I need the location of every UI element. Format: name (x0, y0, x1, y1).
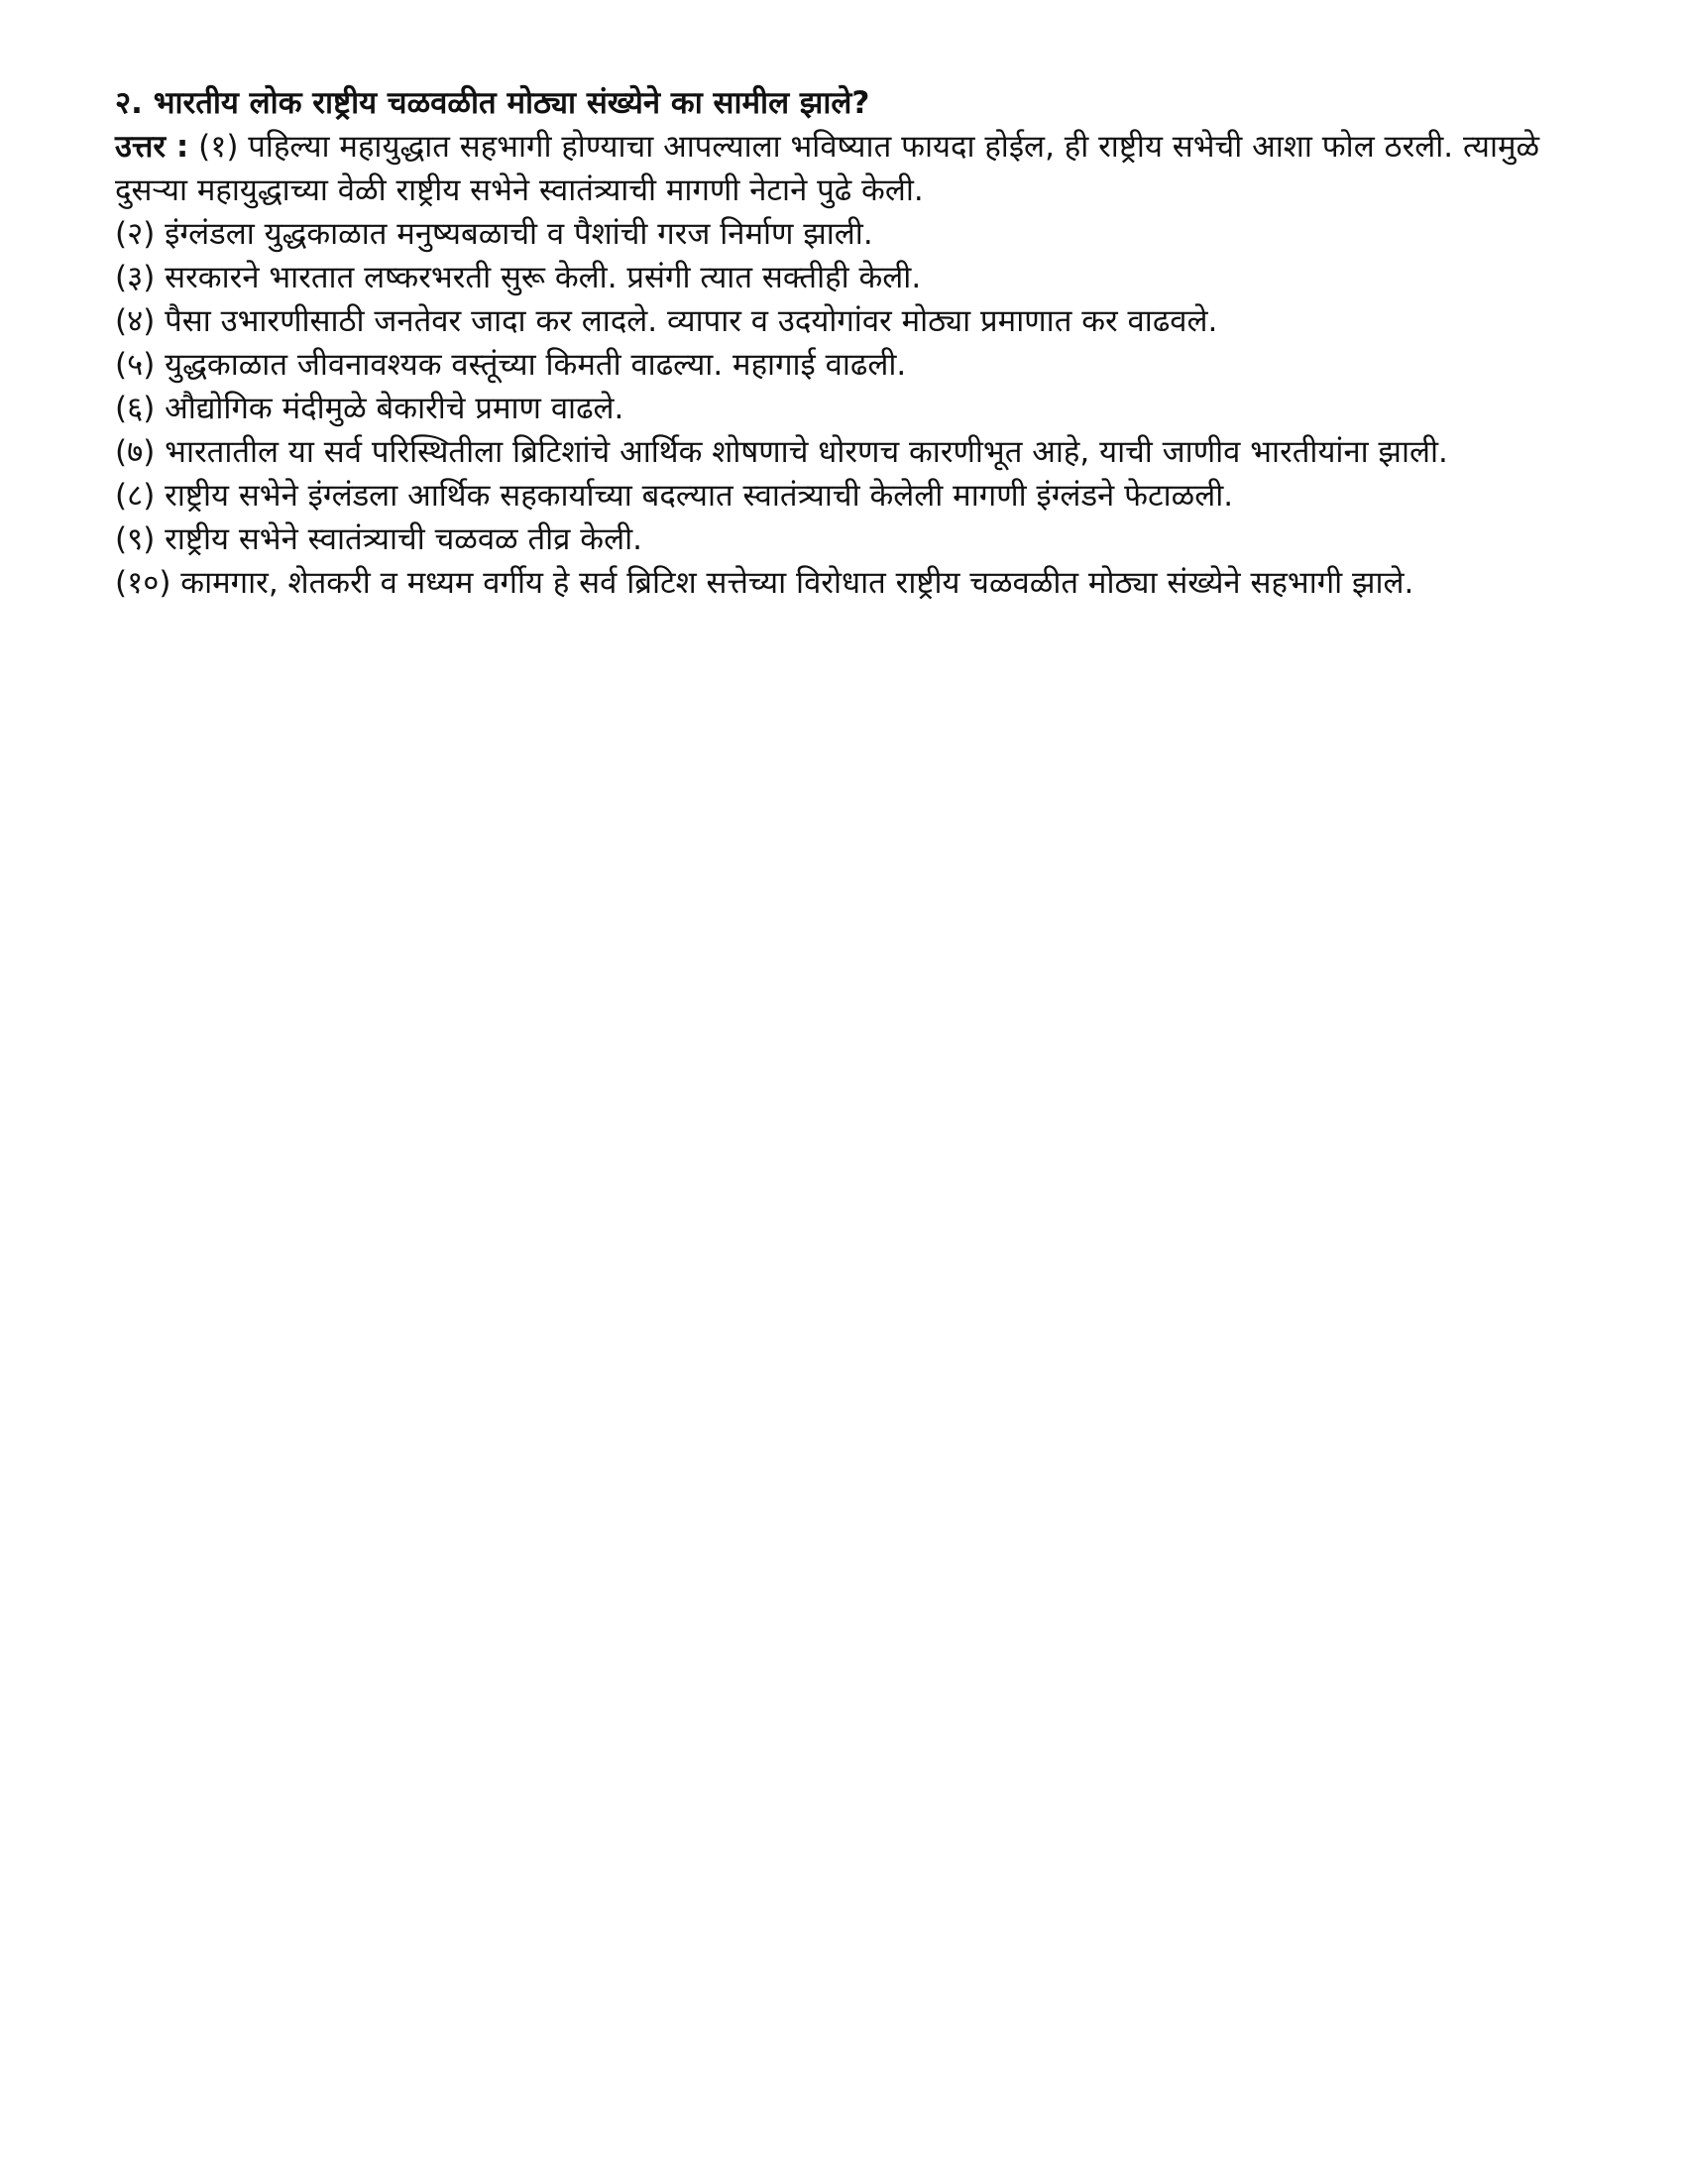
answer-point-1 (115, 125, 1582, 212)
answer-point-7: (७) भारतातील या सर्व परिस्थितीला ब्रिटिशांचे आर्थिक शोषणाचे धोरणच कारणीभूत आहे, याची जाणीव भारतीयांना झाली. (115, 434, 1448, 470)
answer-point-5: (५) युद्धकाळात जीवनावश्यक वस्तूंच्या किमती वाढल्या. महागाई वाढली. (115, 347, 907, 383)
question-heading: २. भारतीय लोक राष्ट्रीय चळवळीत मोठ्या संख्येने का सामील झाले? (115, 85, 870, 121)
answer-point-10: (१०) कामगार, शेतकरी व मध्यम वर्गीय हे सर्व ब्रिटिश सत्तेच्या विरोधात राष्ट्रीय चळवळीत मोठ्या संख्येने सहभागी झाले. (115, 565, 1414, 601)
answer-point-6: (६) औद्योगिक मंदीमुळे बेकारीचे प्रमाण वाढले. (115, 391, 624, 426)
answer-point-9: (९) राष्ट्रीय सभेने स्वातंत्र्याची चळवळ तीव्र केली. (115, 521, 642, 557)
answer-label: उत्तर : (115, 129, 189, 165)
answer-point-8: (८) राष्ट्रीय सभेने इंग्लंडला आर्थिक सहकार्याच्या बदल्यात स्वातंत्र्याची केलेली मागणी इंग्लंडने फेटाळली. (115, 478, 1234, 514)
answer-point-4: (४) पैसा उभारणीसाठी जनतेवर जादा कर लादले. व्यापार व उदयोगांवर मोठ्या प्रमाणात कर वाढवले. (115, 303, 1218, 339)
answer-point-text: (१) पहिल्या महायुद्धात सहभागी होण्याचा आपल्याला भविष्यात फायदा होईल, ही राष्ट्रीय सभेची आशा फोल ठरली. त्यामुळे दुसऱ्या महायुद्धाच्या वेळी राष्ट्रीय सभेने स्वातंत्र्याची मागणी नेटाने पुढे केली. (115, 129, 1540, 208)
answer-point-3: (३) सरकारने भारतात लष्करभरती सुरू केली. प्रसंगी त्यात सक्तीही केली. (115, 260, 922, 295)
document-page (115, 81, 1582, 605)
answer-point-2: (२) इंग्लंडला युद्धकाळात मनुष्यबळाची व पैशांची गरज निर्माण झाली. (115, 216, 873, 252)
